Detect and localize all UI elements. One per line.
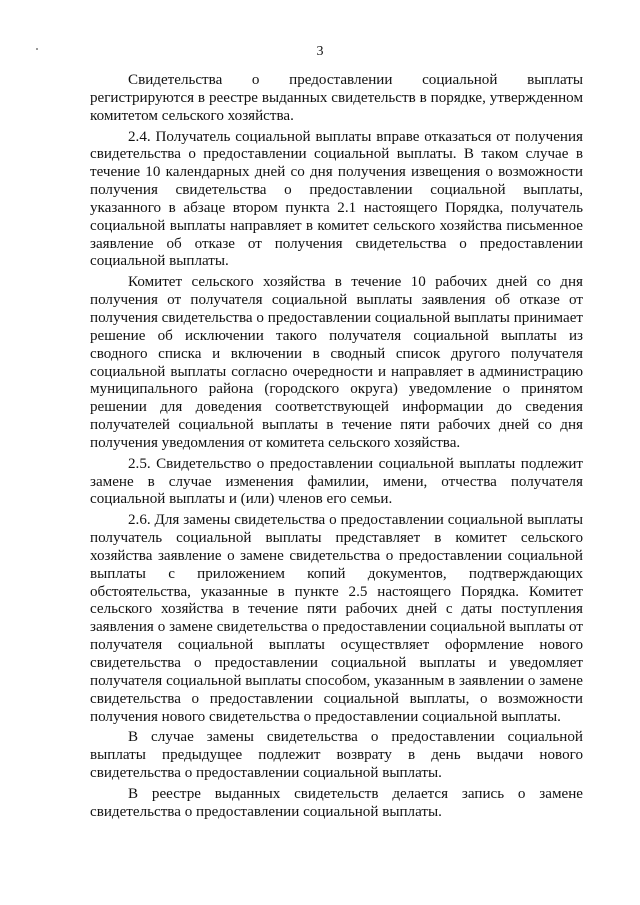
paragraph-certificate-registration: Свидетельства о предоставлении социальной выплаты регистрируются в реестре выданных свидетельств в порядке, утвержденном комитетом сельского хозяйства. — [90, 72, 583, 124]
paragraph-registry-record: В реестре выданных свидетельств делается запись о замене свидетельства о предоставлении социальной выплаты. — [90, 785, 583, 820]
paragraph-2-6-replacement-procedure: 2.6. Для замены свидетельства о предоставлении социальной выплаты получатель социальной выплаты представляет в комитет сельского хозяйства заявление о замене свидетельства о предоставлении социальной выплаты с приложением копий документов, подтверждающих обстоятельства, указанные в пункте 2.5 настоящего Порядка. Комитет сельского хозяйства в течение пяти рабочих дней с даты поступления заявления о замене свидетельства о предоставлении социальной выплаты от получателя социальной выплаты осуществляет оформление нового свидетельства о предоставлении социальной выплаты и уведомляет получателя социальной выплаты способом, указанным в заявлении о замене свидетельства о предоставлении социальной выплаты, о возможности получения нового свидетельства о предоставлении социальной выплаты. — [90, 512, 583, 725]
document-body — [90, 72, 583, 825]
paragraph-previous-certificate-return: В случае замены свидетельства о предоставлении социальной выплаты предыдущее подлежит возврату в день выдачи нового свидетельства о предоставлении социальной выплаты. — [90, 729, 583, 782]
paragraph-2-4-refusal: 2.4. Получатель социальной выплаты вправе отказаться от получения свидетельства о предоставлении социальной выплаты. В таком случае в течение 10 календарных дней со дня получения извещения о возможности получения свидетельства о предоставлении социальной выплаты, указанного в абзаце втором пункта 2.1 настоящего Порядка, получатель социальной выплаты направляет в комитет сельского хозяйства письменное заявление об отказе от получения свидетельства о предоставлении социальной выплаты. — [90, 128, 583, 270]
paragraph-2-5-replacement-cases: 2.5. Свидетельство о предоставлении социальной выплаты подлежит замене в случае изменения фамилии, имени, отчества получателя социальной выплаты и (или) членов его семьи. — [90, 455, 583, 508]
paragraph-committee-decision: Комитет сельского хозяйства в течение 10 рабочих дней со дня получения от получателя социальной выплаты заявления об отказе от получения свидетельства о предоставлении социальной выплаты принимает решение об исключении такого получателя социальной выплаты из сводного списка и включении в сводный список другого получателя социальной выплаты согласно очередности и направляет в администрацию муниципального района (городского округа) уведомление о принятом решении для доведения соответствующей информации до сведения получателей социальной выплаты в течение пяти рабочих дней со дня получения уведомления от комитета сельского хозяйства. — [90, 274, 583, 451]
page-number: 3 — [316, 44, 324, 59]
